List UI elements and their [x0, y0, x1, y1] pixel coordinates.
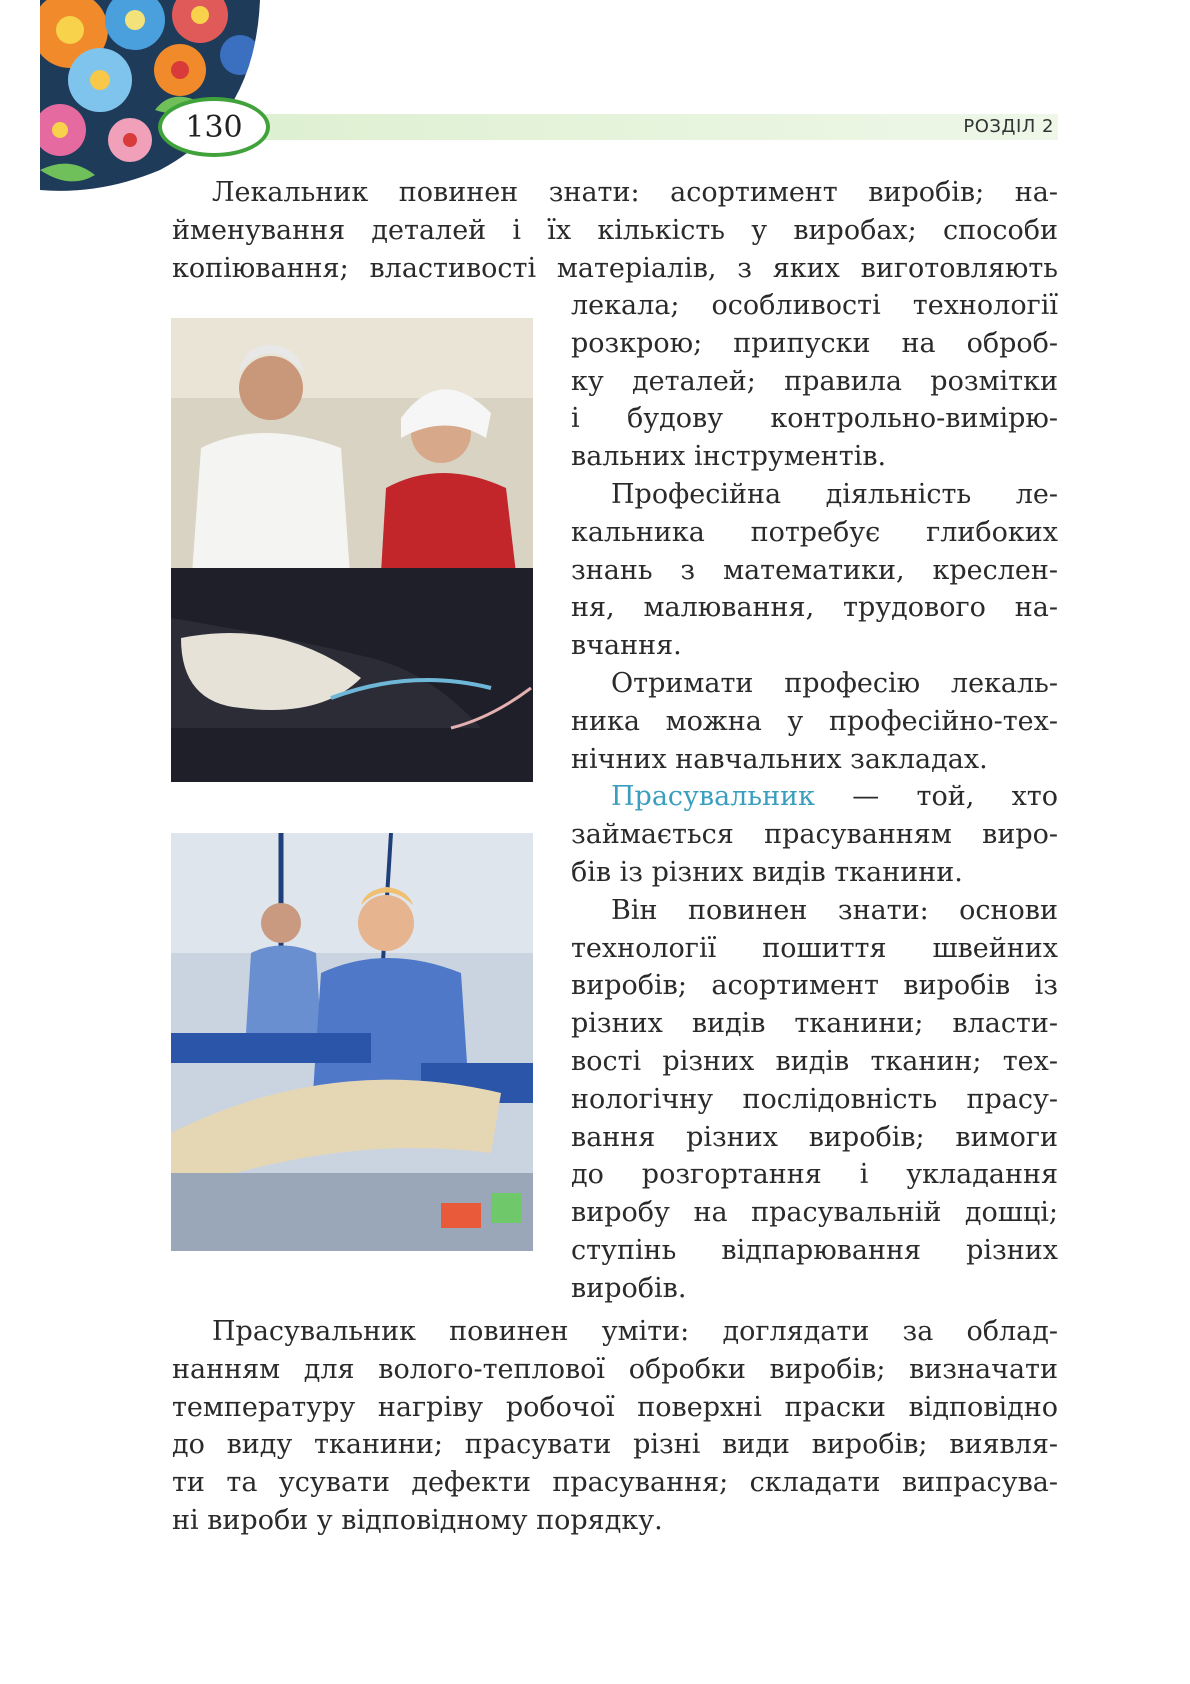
text-line: до виду тканини; прасувати різні види виробів; виявля-	[172, 1429, 1058, 1461]
section-label: РОЗДІЛ 2	[963, 116, 1054, 137]
text-line: йменування деталей і їх кількість у виробах; способи	[172, 214, 1058, 246]
text-line: нанням для волого-теплової обробки виробів; визначати	[172, 1353, 1058, 1385]
photo-pressers-at-work	[171, 833, 533, 1251]
photo-pressers-graphic	[171, 833, 533, 1251]
text-line: копіювання; властивості матеріалів, з яких виготовляють	[172, 252, 1058, 284]
text-line: Лекальник повинен знати: асортимент виробів; на-	[212, 177, 1058, 208]
text-line: розкрою; припуски на оброб-	[571, 327, 1058, 359]
text-line: Професійна діяльність ле-	[611, 478, 1058, 510]
text-line: ти та усувати дефекти прасування; складати випрасува-	[172, 1467, 1058, 1499]
text-line: ника можна у професійно-тех-	[571, 705, 1058, 737]
intro-paragraph	[172, 174, 1058, 287]
term-definition-start: — той, хто	[814, 781, 1058, 813]
text-line: бів із різних видів тканини.	[571, 856, 963, 888]
term-definition-line	[571, 778, 1058, 816]
header-band	[170, 114, 1058, 140]
text-line: ку деталей; правила розмітки	[571, 365, 1058, 397]
term-prasuvalnyk: Прасувальник	[611, 781, 815, 813]
text-line: Прасувальник повинен уміти: доглядати за облад-	[212, 1316, 1058, 1347]
text-line: кальника потребує глибоких	[571, 516, 1058, 548]
text-line: лекала; особливості технології	[571, 290, 1058, 321]
text-line: ступінь відпарювання різних	[571, 1234, 1058, 1266]
text-line: Він повинен знати: основи	[611, 894, 1058, 926]
text-line: вості різних видів тканин; тех-	[571, 1045, 1058, 1077]
text-line: вальних інструментів.	[571, 441, 887, 473]
text-line: вчання.	[571, 630, 682, 662]
final-paragraph	[172, 1313, 1058, 1540]
text-line: нологічну послідовність прасу-	[571, 1083, 1058, 1115]
text-line: Отримати професію лекаль-	[611, 667, 1058, 699]
right-column-text	[571, 287, 1058, 1308]
photo-pattern-makers-graphic	[171, 318, 533, 782]
text-line: до розгортання і укладання	[571, 1159, 1058, 1191]
text-line: нічних навчальних закладах.	[571, 743, 988, 775]
text-line: виробів.	[571, 1272, 687, 1304]
photo-pattern-makers-at-work	[171, 318, 533, 782]
text-line: ня, малювання, трудового на-	[571, 592, 1058, 624]
text-line: знань з математики, креслен-	[571, 554, 1058, 586]
text-line: і будову контрольно-вимірю-	[571, 403, 1058, 435]
text-line: виробу на прасувальній дошці;	[571, 1197, 1058, 1229]
text-line: виробів; асортимент виробів із	[571, 970, 1058, 1002]
text-line: технології пошиття швейних	[571, 932, 1058, 964]
text-line: займається прасуванням виро-	[571, 819, 1058, 851]
text-line: вання різних виробів; вимоги	[571, 1121, 1058, 1153]
text-line: різних видів тканини; власти-	[571, 1008, 1058, 1040]
text-line: ні вироби у відповідному порядку.	[172, 1504, 663, 1536]
page-number: 130	[158, 97, 270, 157]
text-line: температуру нагріву робочої поверхні праски відповідно	[172, 1391, 1058, 1423]
